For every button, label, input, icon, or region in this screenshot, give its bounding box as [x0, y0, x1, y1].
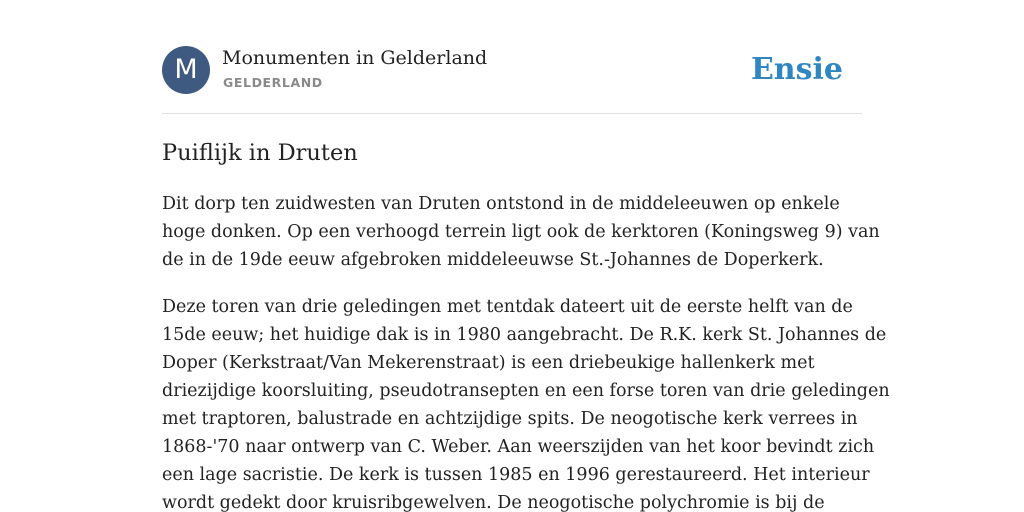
text-line: 1868-'70 naar ontwerp van C. Weber. Aan weerszijden van het koor bevindt zich	[162, 437, 875, 457]
article-header	[162, 46, 862, 96]
author-name-link[interactable]: Monumenten in Gelderland	[222, 47, 488, 69]
text-line: 15de eeuw; het huidige dak is in 1980 aangebracht. De R.K. kerk St. Johannes de	[162, 325, 887, 345]
author-avatar[interactable]: M	[162, 46, 210, 94]
article-body	[162, 190, 890, 512]
text-line: Deze toren van drie geledingen met tentdak dateert uit de eerste helft van de	[162, 297, 853, 317]
text-line: de in de 19de eeuw afgebroken middeleeuwse St.-Johannes de Doperkerk.	[162, 250, 824, 270]
text-line: Dit dorp ten zuidwesten van Druten ontstond in de middeleeuwen op enkele	[162, 194, 840, 214]
text-line: Doper (Kerkstraat/Van Mekerenstraat) is een driebeukige hallenkerk met	[162, 353, 815, 373]
text-line: een lage sacristie. De kerk is tussen 1985 en 1996 gerestaureerd. Het interieur	[162, 465, 870, 485]
text-line: wordt gedekt door kruisribgewelven. De neogotische polychromie is bij de	[162, 493, 825, 512]
article-title: Puiflijk in Druten	[162, 140, 358, 166]
text-line: met traptoren, balustrade en achtzijdige spits. De neogotische kerk verrees in	[162, 409, 858, 429]
paragraph	[162, 293, 890, 512]
header-divider	[162, 113, 862, 114]
ensie-logo[interactable]: Ensie	[750, 52, 843, 87]
paragraph	[162, 190, 880, 274]
text-line: hoge donken. Op een verhoogd terrein ligt ook de kerktoren (Koningsweg 9) van	[162, 222, 880, 242]
author-subtitle-link[interactable]: GELDERLAND	[223, 75, 323, 90]
text-line: driezijdige koorsluiting, pseudotransepten en een forse toren van drie geledingen	[162, 381, 890, 401]
